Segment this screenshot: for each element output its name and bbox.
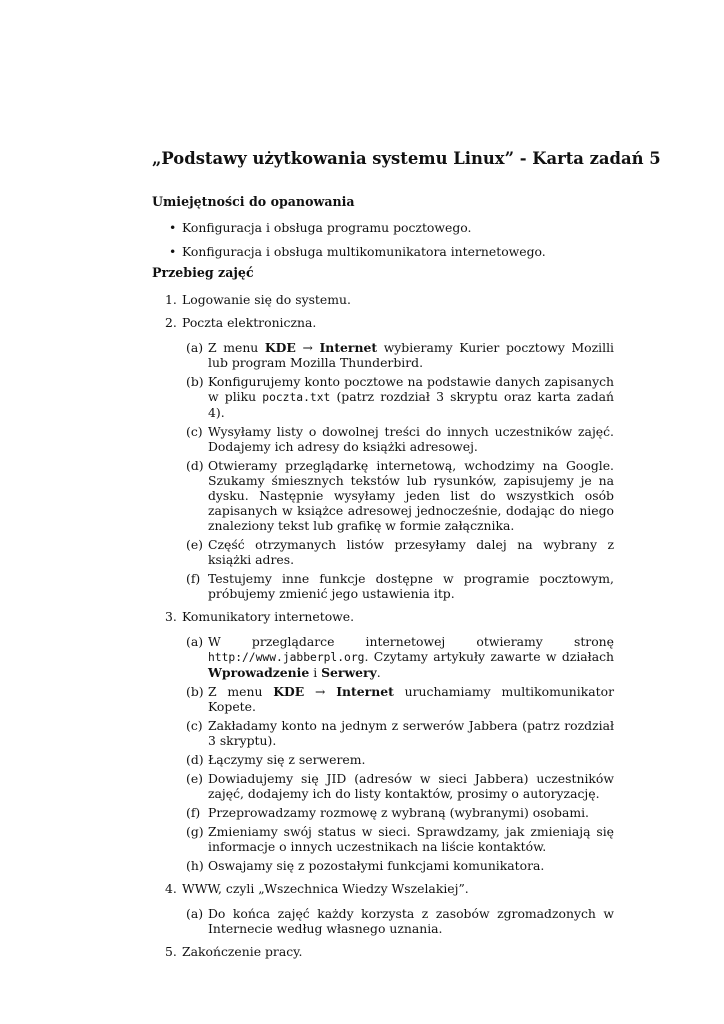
substep-letter: (a) [186, 634, 204, 649]
substep-text: Część otrzymanych listów przesyłamy dalej na wybrany z książki adres. [208, 537, 614, 567]
substep-letter: (a) [186, 906, 204, 921]
substep-item [182, 858, 614, 873]
step-item [152, 292, 614, 307]
step-item [152, 944, 614, 959]
substep-text: Zakładamy konto na jednym z serwerów Jabbera (patrz rozdział 3 skryptu). [208, 718, 614, 748]
substep-text: Oswajamy się z pozostałymi funkcjami komunikatora. [208, 858, 545, 873]
step-number: 5. [165, 944, 177, 959]
substep-text: Do końca zajęć każdy korzysta z zasobów zgromadzonych w Internecie według własnego uznania. [208, 906, 614, 936]
page-title: „Podstawy użytkowania systemu Linux” - Karta zadań 5 [152, 149, 661, 168]
substep-letter: (c) [186, 718, 203, 733]
menu-name: KDE [264, 340, 296, 355]
substep-item [182, 537, 614, 567]
substep-item [182, 374, 614, 420]
substep-letter: (c) [186, 424, 203, 439]
substep-text: Dowiadujemy się JID (adresów w sieci Jabbera) uczestników zajęć, dodajemy ich do listy kontaktów, prosimy o autoryzację. [208, 771, 614, 801]
substep-list [182, 634, 614, 873]
substep-item [182, 771, 614, 801]
substep-item [182, 684, 614, 714]
substep-list [182, 340, 614, 601]
substep-text: wybieramy Kurier pocztowy Mozilli lub program Mozilla Thunderbird. [208, 340, 615, 370]
substep-text: Z menu [208, 340, 265, 355]
step-item [152, 315, 614, 601]
substep-letter: (a) [186, 340, 204, 355]
section-name: Wprowadzenie [208, 665, 310, 680]
substep-item [182, 824, 614, 854]
filename: poczta.txt [262, 391, 331, 404]
substep-text: Zmieniamy swój status w sieci. Sprawdzamy, jak zmieniają się informacje o innych uczestnikach na liście kontaktów. [208, 824, 614, 854]
substep-text: Otwieramy przeglądarkę internetową, wchodzimy na Google. Szukamy śmiesznych tekstów lub rysunków, zapisujemy je na dysku. Następnie wysyłamy jeden list do wszystkich osób zapisanych w książce adresowej jednocześnie, dodając do niego znaleziony tekst lub grafikę w formie załącznika. [208, 458, 614, 533]
substep-text: . [376, 665, 381, 680]
substep-text: (patrz rozdział 3 skryptu oraz karta zadań 4). [208, 389, 614, 420]
arrow-symbol: → [304, 684, 337, 699]
step-label: WWW, czyli „Wszechnica Wiedzy Wszelakiej”. [182, 881, 469, 896]
substep-letter: (d) [186, 752, 204, 767]
substep-item [182, 805, 614, 820]
substep-text: i [309, 665, 322, 680]
skills-list [152, 220, 614, 268]
course-steps-list [152, 292, 614, 967]
arrow-symbol: → [295, 340, 320, 355]
substep-item [182, 571, 614, 601]
step-item [152, 609, 614, 873]
skill-text: Konfiguracja i obsługa programu pocztowego. [182, 220, 472, 235]
menu-name: KDE [273, 684, 305, 699]
step-number: 2. [165, 315, 177, 330]
substep-letter: (e) [186, 771, 204, 786]
section-name: Serwery [321, 665, 377, 680]
substep-letter: (b) [186, 374, 204, 389]
substep-item [182, 634, 614, 680]
substep-letter: (d) [186, 458, 204, 473]
substep-text: . Czytamy artykuły zawarte w działach [364, 649, 614, 664]
step-item [152, 881, 614, 936]
substep-text: Przeprowadzamy rozmowę z wybraną (wybranymi) osobami. [208, 805, 589, 820]
step-number: 4. [165, 881, 177, 896]
substep-text: uruchamiamy multikomunikator Kopete. [208, 684, 615, 714]
step-label: Poczta elektroniczna. [182, 315, 317, 330]
substep-letter: (e) [186, 537, 204, 552]
menu-name: Internet [319, 340, 378, 355]
step-label: Komunikatory internetowe. [182, 609, 355, 624]
substep-text: Testujemy inne funkcje dostępne w programie pocztowym, próbujemy zmienić jego ustawienia itp. [208, 571, 614, 601]
skill-text: Konfiguracja i obsługa multikomunikatora internetowego. [182, 244, 546, 259]
substep-item [182, 458, 614, 533]
menu-name: Internet [336, 684, 394, 699]
substep-text: Łączymy się z serwerem. [208, 752, 366, 767]
step-label: Zakończenie pracy. [182, 944, 303, 959]
substep-text: Konfigurujemy konto pocztowe na podstawie danych zapisanych w pliku [208, 374, 614, 404]
section-heading-course: Przebieg zajęć [152, 265, 254, 280]
substep-letter: (g) [186, 824, 204, 839]
step-label: Logowanie się do systemu. [182, 292, 351, 307]
substep-text: Z menu [208, 684, 274, 699]
substep-item [182, 906, 614, 936]
substep-item [182, 340, 614, 370]
step-number: 3. [165, 609, 177, 624]
substep-text: W przeglądarce internetowej otwieramy stronę [208, 634, 614, 649]
substep-item [182, 424, 614, 454]
substep-list [182, 906, 614, 936]
substep-letter: (f) [186, 805, 201, 820]
substep-letter: (b) [186, 684, 204, 699]
list-item [152, 220, 614, 235]
step-number: 1. [165, 292, 177, 307]
substep-letter: (f) [186, 571, 201, 586]
substep-item [182, 718, 614, 748]
section-heading-skills: Umiejętności do opanowania [152, 194, 355, 209]
substep-item [182, 752, 614, 767]
url-text: http://www.jabberpl.org [208, 651, 365, 664]
substep-letter: (h) [186, 858, 204, 873]
substep-text: Wysyłamy listy o dowolnej treści do innych uczestników zajęć. Dodajemy ich adresy do książki adresowej. [208, 424, 614, 454]
list-item [152, 244, 614, 259]
